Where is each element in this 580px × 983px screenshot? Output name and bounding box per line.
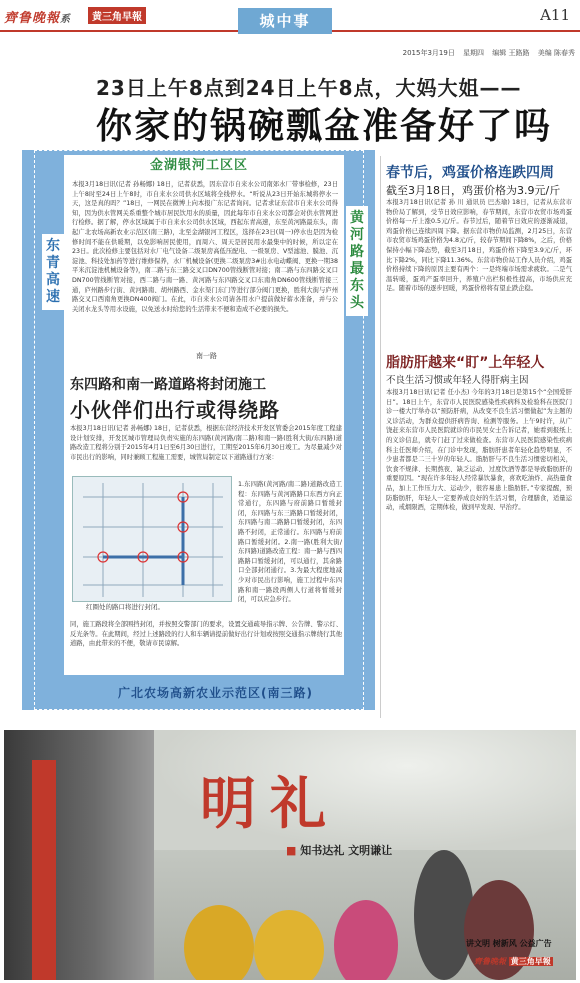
editor-text: 编辑 王路路	[492, 49, 530, 57]
headline-title: 你家的锅碗瓢盆准备好了吗	[96, 106, 553, 147]
fatty-liver-subtitle: 不良生活习惯或年轻人得肝病主因	[386, 375, 529, 386]
road-article-plan: 1.东四路(黄河路/南二路)道路改造工程：东四路与黄河路路口东西方向正常通行，东四路与府前路口暂缓封闭，东四路与东三路路口暂缓封闭，东四路与南二路路口暂缓封闭，东四路不封闭，正常通行。东四路与府前路口暂缓封闭。2.南一路(胜利大街/东四路)道路改造工程：南一路与西四路路口暂缓封闭，可以通行，其余路口全部封闭通行。3.为最大程度地减少对市民出行影响，施工过程中东四路和南一路段两侧人行道将暂缓封闭，可以应急步行。	[238, 481, 342, 604]
road-label: 南一路	[196, 352, 217, 360]
road-article-lead: 本报3月18日讯(记者 孙畅娜) 18日，记者获悉，根据东营经济技术开发区管委会2015年度工程建设计划安排，开发区城市管理局负责实施的东四路(黄河路/南二路)和南一路(胜利大街/东四路)道路改造工程将分别于2015年4月1日至6月30日进行，工期至2015年6月30日竣工。为尽量减少对市民出行的影响，同时兼顾工程施工需要，城管局制定以下道路通行方案：	[70, 425, 342, 461]
column-divider	[380, 156, 381, 718]
road-article-title: 小伙伴们出行或得绕路	[70, 398, 280, 422]
edition-badge: 黄三角早報	[88, 7, 146, 24]
ad-footer: 讲文明 树新风 公益广告	[466, 939, 552, 948]
water-outage-article: 本报3月18日讯(记者 孙畅娜) 18日，记者获悉，因东营市自来水公司南郊水厂带事检修，23日上午8时至24日上午8时，市自来水公司供水区域将全线停水。“听说从23日开始东城将停水一天，这是真的吗？”18日，一网民在微博上向本报广东记者询问。记者求证东营市自来水公司得知，因为供水管网关系重整个城市居民饮用水的质量，因此每年市自来水公司都会对供水管网进行检修。据了解，停水区域属于市自来水公司供水区域，西起东青高速，东至黄河路最东头，南起广北农场高新农业示范区(南三路)，北至金湖银河工程区，选择在23日(周一)停水也是因为检修时间不能在供暖期，以免影响居民使用，而周六、周天是居民用水最集中的时候，所以定在23日。此次检修主要包括对水厂电气设备二级泵房高低压配电、一级泵房、V型滤池、膜池、沉淀池、科技处加药等进行维修保养，水厂机械设备(更换二级泵房3#出水电动蝶阀、更换一期38平米沉淀池机械设备等)，南二路与东三路交叉口DN700管线断管对接；南二路与东四路交叉口DN700管线断管对接，西二路与南一路、黄河路与东四路交叉口东南角DN600管线断管接三通，庐州路步行街、黄河路南、胡州路西、金水渠门东门等进行部分阀门更换，胜利大街与庐州路交叉口西南角更换DN400阀门。在此，市自来水公司请各用水户提前做好蓄水准备，并与公关闭水龙头等用水设施，以免送水时给您的生活带来不便和造成不必要的损失。	[72, 181, 338, 313]
design-text: 美编 陈春秀	[537, 49, 575, 57]
area-label-south: 广北农场高新农业示范区(南三路)	[118, 686, 313, 700]
ad-brand: 齊鲁晚報 黄三角早報	[474, 957, 551, 966]
bus-door	[32, 760, 56, 980]
weekday-text: 星期四	[463, 49, 485, 57]
road-article-ending: 同，施工路段将全部围挡封闭，并按照交警部门的要求，设置交通疏导指示牌、公告牌、警示灯、反光条等。在此期间，经过上述路段的行人和车辆请提前做好出行计划或按照交通指示牌绕行其他道路，由此带来的不便，敬请市民谅解。	[70, 621, 342, 648]
page-number: A11	[540, 6, 570, 24]
egg-price-title: 春节后，鸡蛋价格连跌四周	[386, 165, 554, 181]
map-graphic	[73, 477, 232, 602]
road-article-kicker: 东四路和南一路道路将封闭施工	[70, 377, 266, 393]
section-tab: 城中事	[238, 8, 332, 34]
area-label-north: 金湖银河工区区	[150, 158, 249, 173]
fatty-liver-article: 本报3月18日讯(记者 任小杰) 今年的3月18日是第15个“全国爱肝日”。18日上午，东营市人民医院感染性疾病科及检验科在医院门诊一楼大厅举办以“预防肝病，从改变不良生活习惯做起”为主题的义诊活动，为群众提供肝病咨询、检测等服务。上午9时许，从广饶赶来东营市人民医院就诊的市民吴女士告诉记者，她看到报纸上的义诊信息，就专门赶了过来做检查。东营市人民医院感染性疾病科主任医师介绍，在门诊中发现，脂肪肝患者年轻化趋势明显，不少患者都是二三十岁的年轻人。脂肪肝与不良生活习惯密切相关，饮食不规律、长期熬夜、缺乏运动、过度饮酒等都是导致脂肪肝的重要原因。“现在许多年轻人经常暴饮暴食，喜欢吃油炸、高热量食品，加上工作压力大、运动少，很容易患上脂肪肝。”专家提醒，预防脂肪肝，年轻人一定要养成良好的生活习惯，合理膳食，适量运动，戒烟限酒，定期体检，做到早发现、早治疗。	[386, 389, 572, 512]
dateline	[0, 48, 575, 58]
map-caption: 红圈处的路口将进行封闭。	[86, 603, 164, 611]
public-service-ad	[4, 730, 576, 980]
headline-kicker: 23日上午8点到24日上午8点，大妈大姐——	[96, 76, 522, 100]
ad-title: 明礼	[200, 771, 340, 837]
egg-price-article: 本报3月18日讯(记者 孙 川 通讯员 巴杰瑜) 18日，记者从东营市物价局了解到，受节日效应影响，春节期间，东营市农贸市场鸡蛋价格每一斤上涨0.5元/斤。春节过后，随着节日效应的逐渐减退，鸡蛋价格已连续四周下降。据东营市物价局监测，2月25日，东营市农贸市场鸡蛋价格为4.8元/斤，较春节期间下降8%，之后，价格保持小幅下降态势，截至3月18日，鸡蛋价格下降至3.9元/斤，环比下降2%，同比下降11.36%。东营市物价局工作人员介绍，鸡蛋价格持续下降的原因主要有两个：一是终端市场需求疲软。二是气温转暖，蛋鸡产蛋率回升，养殖户出栏积极性提高，市场供应充足。随着市场的逐步回暖，鸡蛋价格将有望止跌企稳。	[386, 199, 572, 293]
crowd-figure	[254, 910, 324, 980]
crowd-figure	[184, 905, 254, 980]
area-label-east: 黄河路最东头	[346, 206, 368, 316]
fatty-liver-title: 脂肪肝越来“盯”上年轻人	[386, 355, 545, 371]
date-text: 2015年3月19日	[402, 49, 455, 57]
ad-slogan: ■ 知书达礼 文明谦让	[286, 844, 393, 857]
crowd-figure	[334, 900, 398, 980]
egg-price-subtitle: 截至3月18日，鸡蛋价格为3.9元/斤	[386, 184, 561, 197]
road-closure-map	[72, 476, 232, 602]
bus-image	[4, 730, 154, 980]
paper-logo: 齊鲁晚報系	[4, 11, 72, 26]
area-label-west: 东青高速	[42, 234, 64, 310]
